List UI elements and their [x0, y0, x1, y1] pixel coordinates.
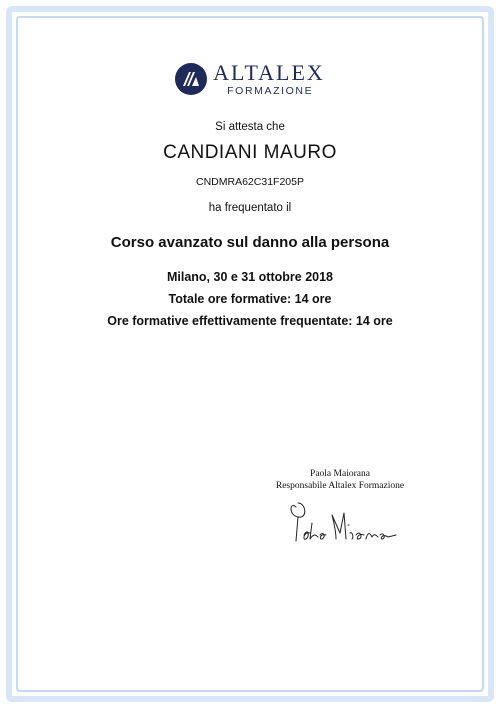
altalex-logo-icon	[175, 63, 207, 95]
attended-hours: Ore formative effettivamente frequentate: 14 ore	[107, 314, 393, 328]
decorative-border-inner	[16, 16, 484, 692]
location-date: Milano, 30 e 31 ottobre 2018	[166, 270, 334, 284]
course-details	[0, 266, 500, 332]
logo-wordmark	[213, 62, 325, 97]
logo-subtitle: FORMAZIONE	[227, 85, 314, 97]
signatory-block	[270, 468, 410, 492]
total-hours: Totale ore formative: 14 ore	[168, 292, 332, 306]
intro-text: Si attesta che	[215, 121, 285, 133]
attended-text: ha frequentato il	[208, 202, 292, 214]
signatory-name: Paola Maiorana	[310, 469, 370, 479]
altalex-logo	[0, 62, 500, 97]
course-title: Corso avanzato sul danno alla persona	[110, 234, 390, 251]
handwritten-signature	[286, 497, 406, 549]
signatory-role: Responsabile Altalex Formazione	[275, 481, 405, 491]
logo-brand: ALTALEX	[213, 60, 325, 85]
participant-name: CANDIANI MAURO	[163, 142, 337, 163]
fiscal-code: CNDMRA62C31F205P	[196, 176, 304, 188]
